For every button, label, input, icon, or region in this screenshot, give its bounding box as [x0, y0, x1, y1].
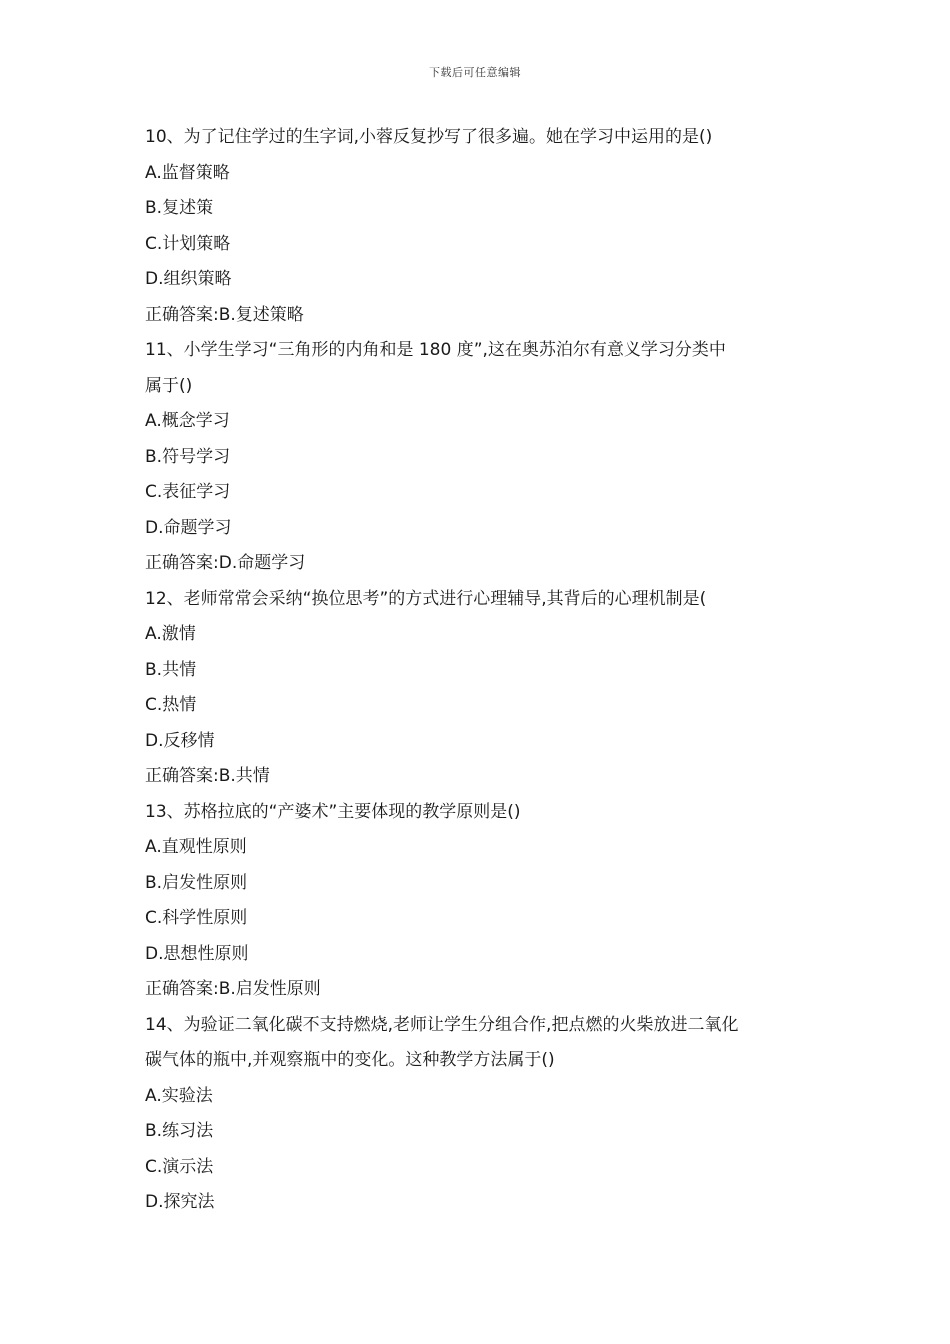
- question-stem-line-2: 碳气体的瓶中,并观察瓶中的变化。这种教学方法属于(): [145, 1050, 555, 1070]
- option-b: B.符号学习: [145, 446, 231, 467]
- question-14: [145, 1008, 815, 1221]
- question-stem-line-1: 11、小学生学习“三角形的内角和是 180 度”,这在奥苏泊尔有意义学习分类中: [145, 340, 726, 360]
- option-d: D.反移情: [145, 730, 215, 751]
- option-c: C.热情: [145, 695, 197, 715]
- option-a: A.直观性原则: [145, 837, 247, 857]
- option-b: B.练习法: [145, 1121, 214, 1141]
- option-a: A.实验法: [145, 1085, 213, 1106]
- option-d: D.思想性原则: [145, 943, 249, 964]
- question-stem: 12、老师常常会采纳“换位思考”的方式进行心理辅导,其背后的心理机制是(: [145, 588, 707, 609]
- option-d: D.探究法: [145, 1192, 215, 1212]
- question-10: [145, 120, 815, 333]
- correct-answer: 正确答案:B.共情: [145, 766, 270, 786]
- option-b: B.共情: [145, 659, 197, 680]
- question-11: [145, 333, 815, 582]
- correct-answer: 正确答案:B.启发性原则: [145, 979, 321, 999]
- option-c: C.科学性原则: [145, 908, 248, 928]
- option-a: A.概念学习: [145, 411, 230, 431]
- option-d: D.组织策略: [145, 269, 232, 289]
- option-c: C.计划策略: [145, 233, 231, 254]
- question-stem-line-2: 属于(): [145, 375, 193, 396]
- question-stem: 13、苏格拉底的“产婆术”主要体现的教学原则是(): [145, 801, 521, 822]
- document-body: [145, 120, 815, 1221]
- correct-answer: 正确答案:B.复述策略: [145, 304, 304, 325]
- question-stem-line-1: 14、为验证二氧化碳不支持燃烧,老师让学生分组合作,把点燃的火柴放进二氧化: [145, 1014, 739, 1035]
- option-a: A.激情: [145, 624, 196, 644]
- option-b: B.启发性原则: [145, 872, 248, 893]
- question-12: [145, 582, 815, 795]
- option-c: C.表征学习: [145, 482, 231, 502]
- option-b: B.复述策: [145, 198, 214, 218]
- option-d: D.命题学习: [145, 517, 232, 538]
- question-13: [145, 795, 815, 1008]
- option-c: C.演示法: [145, 1156, 214, 1177]
- option-a: A.监督策略: [145, 162, 230, 183]
- page-header: 下载后可任意编辑: [429, 66, 521, 79]
- correct-answer: 正确答案:D.命题学习: [145, 553, 306, 573]
- question-stem: 10、为了记住学过的生字词,小蓉反复抄写了很多遍。她在学习中运用的是(): [145, 127, 713, 147]
